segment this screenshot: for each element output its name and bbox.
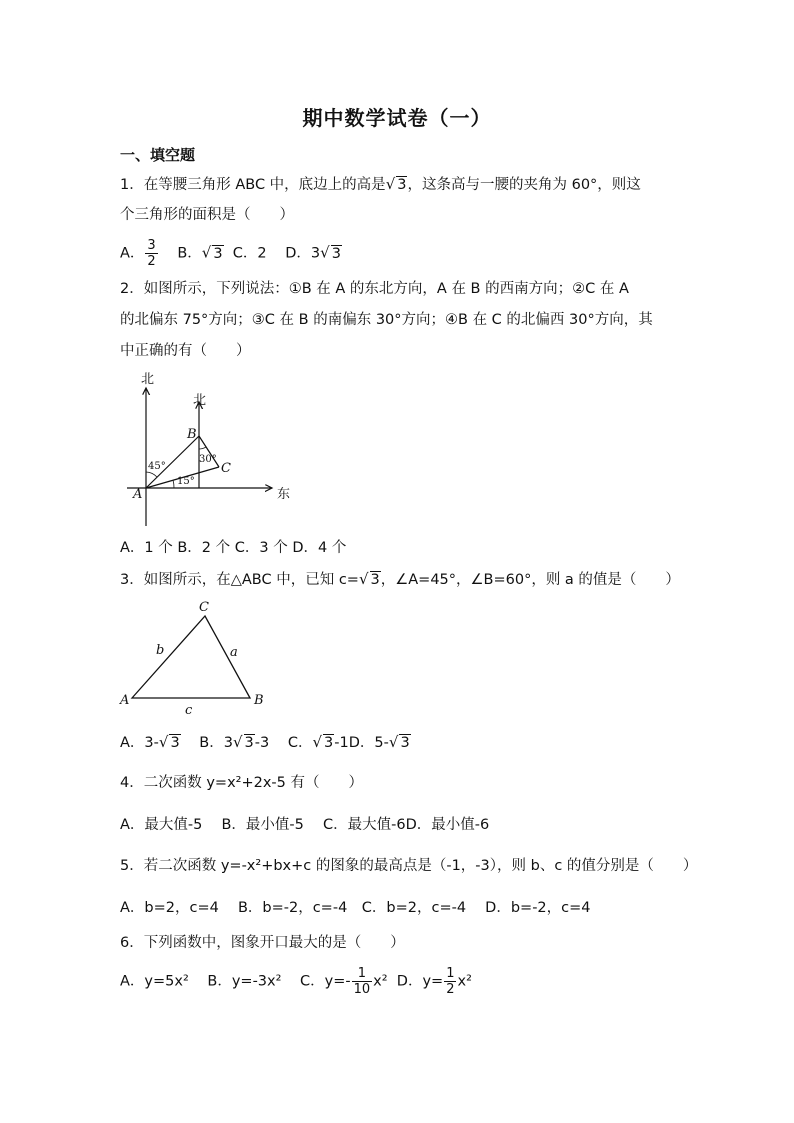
q6-option-c-label: C．y=- [300, 973, 351, 990]
q3-option-c-radicand: 3 [324, 735, 334, 751]
side-b-label: b [156, 643, 165, 658]
section-heading: 一、填空题 [120, 146, 196, 164]
q3-option-b-tail: -3 [254, 735, 270, 751]
q3-option-c-label: C． [287, 735, 313, 751]
q2-options: A．1 个 B．2 个 C．3 个 D．4 个 [120, 540, 347, 556]
angle-45-label: 45° [148, 461, 166, 472]
page-title: 期中数学试卷（一） [302, 106, 492, 130]
label-east: 东 [277, 487, 291, 502]
label-north-2: 北 [193, 393, 207, 408]
angle-30-arc [199, 447, 206, 449]
q6-option-d-label: D．y= [396, 973, 444, 990]
q3-text: 3．如图所示，在△ABC 中，已知 c= [120, 572, 359, 588]
q1-stem-line1 [120, 174, 641, 195]
q3-options [120, 732, 411, 753]
sqrt-symbol: √ [312, 733, 323, 751]
sqrt-symbol: √ [201, 243, 212, 262]
q1-option-b-label: B． [177, 245, 202, 262]
q3-option-b-radicand: 3 [244, 735, 254, 751]
q1-options [120, 238, 342, 269]
q2-stem-line2: 的北偏东 75°方向；③C 在 B 的南偏东 30°方向；④B 在 C 的北偏西 30°方向，其 [120, 312, 653, 328]
q4-stem: 4．二次函数 y=x²+2x-5 有（ ） [120, 775, 363, 791]
angle-45-arc [146, 472, 157, 477]
q3-option-c-tail: -1D．5- [334, 735, 389, 751]
sqrt-symbol: √ [358, 570, 369, 588]
q6-option-a: A．y=5x² [120, 973, 189, 990]
q1-radicand: 3 [397, 177, 407, 193]
label-north-1: 北 [141, 372, 155, 387]
vertex-b-label: B [254, 693, 264, 708]
q1-option-a-fraction [145, 238, 157, 269]
vertex-a-label: A [120, 693, 130, 708]
q6-stem: 6．下列函数中，图象开口最大的是（ ） [120, 935, 405, 951]
q3-triangle-figure [112, 596, 272, 718]
fraction-numerator: 1 [352, 966, 373, 982]
fraction-numerator: 3 [147, 238, 156, 253]
q1-text: 1．在等腰三角形 ABC 中，底边上的高是 [120, 177, 386, 193]
q1-option-b-radicand: 3 [213, 245, 223, 262]
q3-option-a-label: A．3- [120, 735, 159, 751]
q3-stem-line1 [120, 569, 680, 590]
q6-options [120, 966, 472, 997]
angle-15-arc [173, 480, 174, 488]
q1-option-c: C．2 [232, 245, 267, 262]
q3-option-d-radicand: 3 [400, 735, 410, 751]
q4-options: A．最大值-5 B．最小值-5 C．最大值-6D．最小值-6 [120, 817, 490, 833]
q3-text-tail: ，∠A=45°，∠B=60°，则 a 的值是（ ） [380, 572, 680, 588]
q1-stem-line2: 个三角形的面积是（ ） [120, 207, 294, 223]
q3-radicand: 3 [370, 572, 380, 588]
q2-stem-line1: 2．如图所示，下列说法：①B 在 A 的东北方向，A 在 B 的西南方向；②C 在 A [120, 281, 629, 297]
point-a-label: A [133, 487, 143, 502]
q5-stem: 5．若二次函数 y=-x²+bx+c 的图象的最高点是（-1，-3），则 b、c 的值分别是（ ） [120, 858, 698, 874]
q6-option-b: B．y=-3x² [207, 973, 282, 990]
angle-30-label: 30° [199, 454, 217, 465]
q3-option-b-label: B．3 [199, 735, 233, 751]
side-a-label: a [230, 645, 238, 660]
point-c-label: C [221, 461, 231, 476]
angle-15-label: 15° [177, 476, 195, 487]
fraction-denominator: 10 [353, 982, 371, 997]
vertex-c-label: C [199, 600, 209, 615]
fraction-denominator: 2 [147, 254, 156, 269]
sqrt-symbol: √ [385, 175, 396, 193]
sqrt-symbol: √ [320, 243, 330, 262]
q6-option-c-tail: x² [373, 973, 388, 990]
sqrt-symbol: √ [232, 733, 243, 751]
sqrt-symbol: √ [388, 733, 399, 751]
q5-options: A．b=2，c=4 B．b=-2，c=-4 C．b=2，c=-4 D．b=-2，c=4 [120, 900, 591, 916]
sqrt-symbol: √ [158, 733, 169, 751]
q6-option-c-fraction [352, 966, 373, 997]
q3-option-a-radicand: 3 [170, 735, 180, 751]
q1-text-tail: ，这条高与一腰的夹角为 60°，则这 [407, 177, 641, 193]
q2-stem-line3: 中正确的有（ ） [120, 343, 251, 359]
q6-option-d-fraction [444, 966, 456, 997]
q1-option-a-label: A． [120, 245, 145, 262]
q1-option-d-label: D．3 [285, 245, 321, 262]
side-c-label: c [185, 703, 193, 718]
q2-direction-figure [115, 368, 300, 528]
fraction-numerator: 1 [446, 966, 455, 981]
q6-option-d-tail: x² [457, 973, 472, 990]
q1-option-d-radicand: 3 [331, 245, 341, 262]
point-b-label: B [187, 427, 197, 442]
fraction-denominator: 2 [446, 982, 455, 997]
